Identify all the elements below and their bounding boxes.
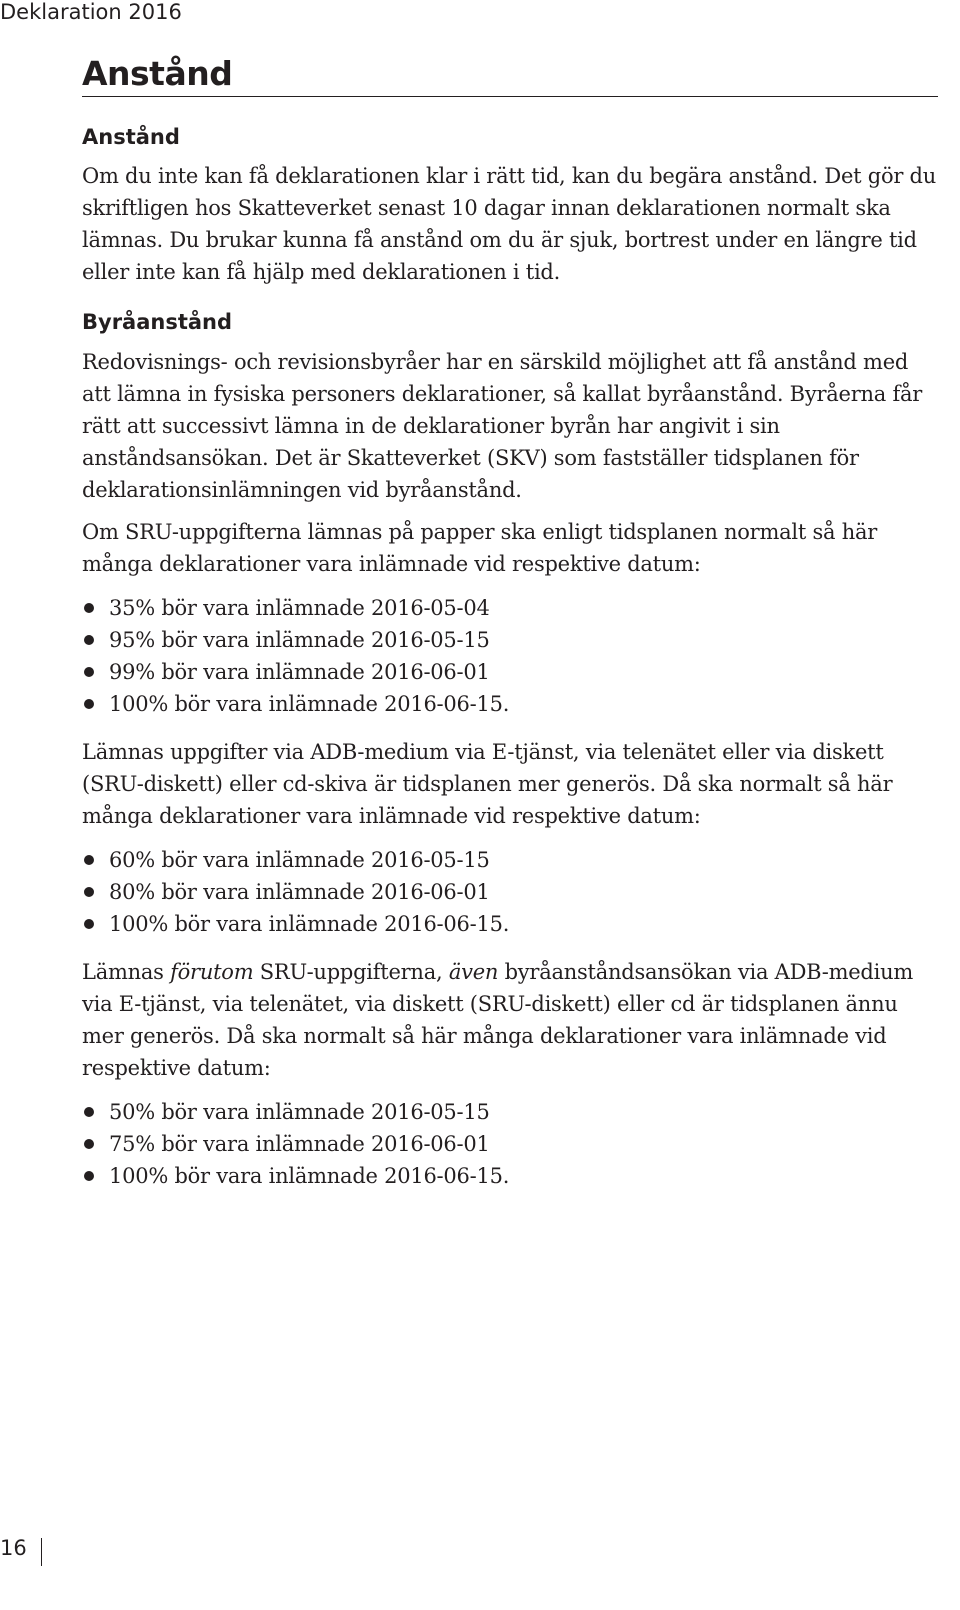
schedule-list-full (82, 1096, 938, 1192)
bullet-icon (84, 667, 94, 677)
list-item (82, 1096, 938, 1128)
list-item-text: 100% bör vara inlämnade 2016-06-15. (109, 1163, 510, 1188)
bullet-icon (84, 603, 94, 613)
list-item (82, 688, 938, 720)
running-head: Deklaration 2016 (0, 0, 182, 24)
list-item (82, 592, 938, 624)
bullet-icon (84, 887, 94, 897)
emphasis-text: även (448, 959, 499, 984)
bullet-icon (84, 635, 94, 645)
list-item (82, 1160, 938, 1192)
emphasis-text: förutom (170, 959, 254, 984)
schedule-list-paper (82, 592, 938, 720)
list-item (82, 908, 938, 940)
byraanstand-paragraph-4 (82, 956, 938, 1084)
page-number: 16 (0, 1536, 27, 1560)
list-item-text: 99% bör vara inlämnade 2016-06-01 (109, 659, 490, 684)
list-item (82, 844, 938, 876)
list-item-text: 95% bör vara inlämnade 2016-05-15 (109, 627, 490, 652)
section-heading-byraanstand: Byråanstånd (82, 310, 233, 335)
list-item (82, 1128, 938, 1160)
section-heading-anstand: Anstånd (82, 125, 180, 150)
section-anstand-paragraph: Om du inte kan få deklarationen klar i rätt tid, kan du begära anstånd. Det gör du skriftligen hos Skatteverket senast 10 dagar innan deklarationen normalt ska lämnas. Du brukar kunna få anstånd om du är sjuk, bortrest under en längre tid eller inte kan få hjälp med deklarationen i tid. (82, 164, 937, 285)
bullet-icon (84, 855, 94, 865)
list-item-text: 75% bör vara inlämnade 2016-06-01 (109, 1131, 490, 1156)
byraanstand-paragraph-3: Lämnas uppgifter via ADB-medium via E-tjänst, via telenätet eller via diskett (SRU-diskett) eller cd-skiva är tidsplanen mer generös. Då ska normalt så här många deklarationer vara inlämnade vid respektive datum: (82, 739, 893, 828)
byraanstand-paragraph-2: Om SRU-uppgifterna lämnas på papper ska enligt tidsplanen normalt så här många deklarationer vara inlämnade vid respektive datum: (82, 519, 878, 576)
page-title: Anstånd (82, 56, 938, 97)
bullet-icon (84, 1107, 94, 1117)
schedule-list-adb (82, 844, 938, 940)
paragraph-text: SRU-uppgifterna, (253, 959, 449, 984)
bullet-icon (84, 1139, 94, 1149)
footer-divider (41, 1538, 42, 1566)
list-item-text: 100% bör vara inlämnade 2016-06-15. (109, 911, 510, 936)
list-item (82, 876, 938, 908)
byraanstand-paragraph-1: Redovisnings- och revisionsbyråer har en särskild möjlighet att få anstånd med att lämna in fysiska personers deklarationer, så kallat byråanstånd. Byråerna får rätt att successivt lämna in de deklarationer byrån har angivit i sin anståndsansökan. Det är Skatteverket (SKV) som fastställer tidsplanen för deklarationsinlämningen vid byråanstånd. (82, 349, 923, 502)
list-item-text: 100% bör vara inlämnade 2016-06-15. (109, 691, 510, 716)
bullet-icon (84, 919, 94, 929)
paragraph-text: Lämnas (82, 959, 171, 984)
list-item-text: 35% bör vara inlämnade 2016-05-04 (109, 595, 490, 620)
list-item (82, 624, 938, 656)
page-content (82, 56, 938, 1192)
bullet-icon (84, 699, 94, 709)
bullet-icon (84, 1171, 94, 1181)
list-item (82, 656, 938, 688)
list-item-text: 50% bör vara inlämnade 2016-05-15 (109, 1099, 490, 1124)
paragraph-text: byråanståndsansökan via ADB-medium via E-tjänst, via telenätet, via diskett (SRU-diskett) eller cd är tidsplanen ännu mer generös. Då ska normalt så här många deklarationer vara inlämnade vid respektive datum: (82, 959, 914, 1080)
list-item-text: 80% bör vara inlämnade 2016-06-01 (109, 879, 490, 904)
list-item-text: 60% bör vara inlämnade 2016-05-15 (109, 847, 490, 872)
